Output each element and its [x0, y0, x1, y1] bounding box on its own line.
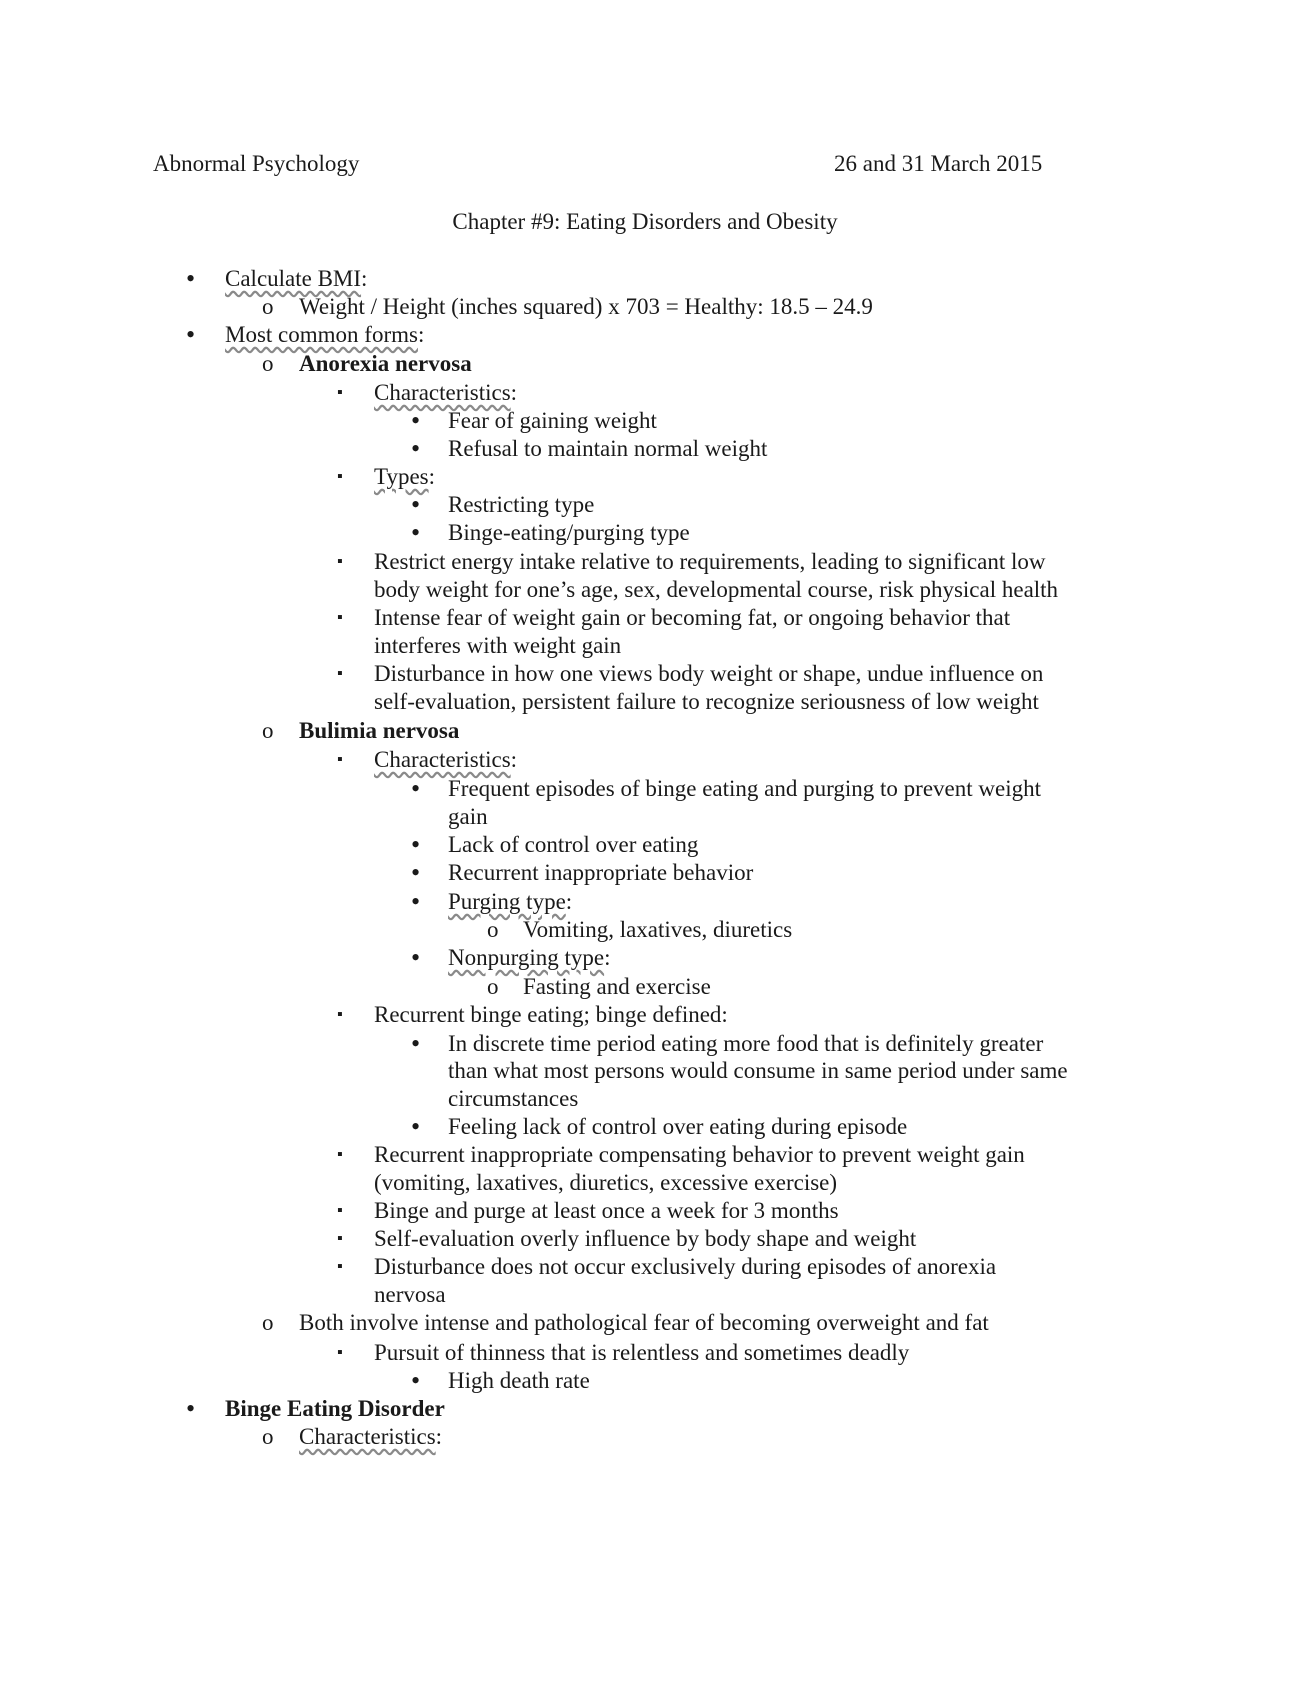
outline-text: Self-evaluation overly influence by body shape and weight: [374, 1226, 917, 1251]
outline-line-level-3: [374, 687, 1039, 716]
outline-text: than what most persons would consume in same period under same: [448, 1058, 1068, 1083]
outline-line-level-4: [448, 1029, 1043, 1058]
underlined-term: Characteristics: [374, 747, 511, 772]
square-bullet: ▪: [337, 384, 343, 401]
outline-text: Pursuit of thinness that is relentless and sometimes deadly: [374, 1340, 910, 1365]
square-bullet: ▪: [337, 1230, 343, 1247]
outline-line-level-4: [448, 802, 488, 831]
outline-text: Binge-eating/purging type: [448, 520, 690, 545]
circle-bullet: o: [262, 351, 274, 376]
circle-bullet: o: [487, 917, 499, 942]
outline-line-level-2: [299, 1422, 442, 1451]
section-heading: Bulimia nervosa: [299, 718, 460, 743]
outline-text: nervosa: [374, 1282, 446, 1307]
outline-text: Fear of gaining weight: [448, 408, 657, 433]
underlined-term: Characteristics: [299, 1424, 436, 1449]
square-bullet: ▪: [337, 1006, 343, 1023]
outline-line-level-3: [374, 631, 621, 660]
outline-line-level-3: [374, 1338, 909, 1367]
underlined-term: Nonpurging type: [448, 945, 605, 970]
circle-bullet: o: [262, 1310, 274, 1335]
outline-line-level-4: [448, 434, 767, 463]
outline-text: :: [417, 322, 425, 347]
outline-line-level-3: [374, 1280, 446, 1309]
outline-line-level-5: [523, 915, 792, 944]
outline-text: :: [565, 889, 573, 914]
disc-bullet: •: [411, 1112, 421, 1141]
square-bullet: ▪: [337, 665, 343, 682]
outline-text: :: [361, 266, 368, 291]
outline-text: Both involve intense and pathological fear of becoming overweight and fat: [299, 1310, 989, 1335]
section-heading: Binge Eating Disorder: [225, 1396, 445, 1421]
disc-bullet: •: [411, 943, 421, 972]
outline-line-level-1: [225, 1394, 445, 1423]
circle-bullet: o: [262, 294, 274, 319]
outline-line-level-4: [448, 1112, 907, 1141]
outline-text: Intense fear of weight gain or becoming fat, or ongoing behavior that: [374, 605, 1011, 630]
outline-text: circumstances: [448, 1086, 579, 1111]
outline-text: (vomiting, laxatives, diuretics, excessive exercise): [374, 1170, 838, 1195]
outline-line-level-4: [448, 774, 1041, 803]
outline-line-level-5: [523, 972, 711, 1001]
outline-text: body weight for one’s age, sex, developmental course, risk physical health: [374, 577, 1059, 602]
disc-bullet: •: [186, 264, 196, 293]
outline-text: :: [428, 464, 435, 489]
square-bullet: ▪: [337, 1344, 343, 1361]
square-bullet: ▪: [337, 1258, 343, 1275]
outline-line-level-3: [374, 1000, 728, 1029]
outline-line-level-3: [374, 378, 517, 407]
disc-bullet: •: [186, 320, 196, 349]
circle-bullet: o: [262, 1424, 274, 1449]
outline-line-level-4: [448, 490, 594, 519]
outline-line-level-3: [374, 603, 1010, 632]
disc-bullet: •: [411, 887, 421, 916]
underlined-term: Types: [374, 464, 429, 489]
disc-bullet: •: [411, 1366, 421, 1395]
outline-line-level-3: [374, 659, 1043, 688]
outline-line-level-4: [448, 518, 690, 547]
square-bullet: ▪: [337, 1146, 343, 1163]
underlined-term: Most common forms: [225, 322, 418, 347]
outline-line-level-3: [374, 745, 517, 774]
disc-bullet: •: [411, 858, 421, 887]
disc-bullet: •: [411, 490, 421, 519]
outline-line-level-2: [299, 292, 873, 321]
outline-line-level-3: [374, 1168, 837, 1197]
outline-line-level-3: [374, 1224, 916, 1253]
outline-line-level-2: [299, 349, 472, 378]
outline-line-level-4: [448, 887, 572, 916]
disc-bullet: •: [411, 406, 421, 435]
outline-line-level-3: [374, 575, 1058, 604]
disc-bullet: •: [186, 1394, 196, 1423]
outline-text: Restricting type: [448, 492, 595, 517]
section-heading: Anorexia nervosa: [299, 351, 472, 376]
outline-text: Frequent episodes of binge eating and purging to prevent weight: [448, 776, 1041, 801]
disc-bullet: •: [411, 518, 421, 547]
outline-text: :: [510, 380, 518, 405]
outline-text: Recurrent binge eating; binge defined:: [374, 1002, 728, 1027]
outline-text: In discrete time period eating more food that is definitely greater: [448, 1031, 1044, 1056]
disc-bullet: •: [411, 774, 421, 803]
square-bullet: ▪: [337, 609, 343, 626]
outline-text: :: [604, 945, 611, 970]
outline-line-level-3: [374, 1196, 839, 1225]
outline-text: Refusal to maintain normal weight: [448, 436, 768, 461]
outline-line-level-3: [374, 1252, 996, 1281]
chapter-title: Chapter #9: Eating Disorders and Obesity: [452, 209, 838, 234]
outline-text: :: [510, 747, 518, 772]
outline-line-level-1: [225, 264, 367, 293]
outline-text: Lack of control over eating: [448, 832, 699, 857]
circle-bullet: o: [262, 718, 274, 743]
outline-line-level-4: [448, 943, 610, 972]
outline-line-level-1: [225, 320, 424, 349]
square-bullet: ▪: [337, 1202, 343, 1219]
outline-line-level-4: [448, 830, 698, 859]
square-bullet: ▪: [337, 751, 343, 768]
outline-line-level-4: [448, 1366, 590, 1395]
outline-text: Weight / Height (inches squared) x 703 = Healthy: 18.5 – 24.9: [299, 294, 873, 319]
outline-text: Recurrent inappropriate behavior: [448, 860, 754, 885]
outline-text: interferes with weight gain: [374, 633, 622, 658]
outline-line-level-4: [448, 1056, 1068, 1085]
outline-text: Fasting and exercise: [523, 974, 711, 999]
outline-line-level-2: [299, 716, 459, 745]
outline-text: Feeling lack of control over eating during episode: [448, 1114, 908, 1139]
disc-bullet: •: [411, 830, 421, 859]
underlined-term: Purging type: [448, 889, 566, 914]
circle-bullet: o: [487, 974, 499, 999]
outline-line-level-4: [448, 406, 657, 435]
outline-text: Vomiting, laxatives, diuretics: [523, 917, 793, 942]
outline-text: High death rate: [448, 1368, 590, 1393]
outline-text: self-evaluation, persistent failure to recognize seriousness of low weight: [374, 689, 1039, 714]
outline-line-level-3: [374, 462, 435, 491]
outline-text: Disturbance does not occur exclusively during episodes of anorexia: [374, 1254, 997, 1279]
disc-bullet: •: [411, 1029, 421, 1058]
outline-line-level-2: [299, 1308, 989, 1337]
outline-text: Binge and purge at least once a week for 3 months: [374, 1198, 839, 1223]
outline-line-level-4: [448, 858, 753, 887]
outline-line-level-3: [374, 547, 1045, 576]
outline-text: :: [435, 1424, 443, 1449]
outline-line-level-4: [448, 1084, 578, 1113]
outline-text: Restrict energy intake relative to requirements, leading to significant low: [374, 549, 1046, 574]
square-bullet: ▪: [337, 468, 343, 485]
outline-text: Disturbance in how one views body weight or shape, undue influence on: [374, 661, 1044, 686]
square-bullet: ▪: [337, 553, 343, 570]
lecture-date: 26 and 31 March 2015: [834, 151, 1043, 176]
outline-text: gain: [448, 804, 488, 829]
underlined-term: Characteristics: [374, 380, 511, 405]
disc-bullet: •: [411, 434, 421, 463]
course-name: Abnormal Psychology: [153, 151, 360, 176]
outline-text: Recurrent inappropriate compensating behavior to prevent weight gain: [374, 1142, 1025, 1167]
outline-line-level-3: [374, 1140, 1025, 1169]
underlined-term: Calculate BMI: [225, 266, 362, 291]
